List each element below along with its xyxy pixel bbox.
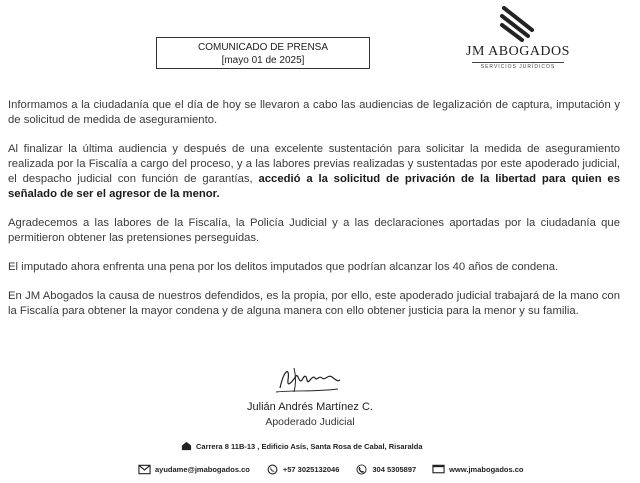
footer-address	[180, 440, 423, 451]
paragraph-5	[8, 289, 620, 319]
paragraph-5-highlight: En JM Abogados la causa de nuestros defendidos, es la propia	[8, 290, 325, 302]
email-icon	[138, 464, 151, 475]
location-icon	[180, 440, 193, 451]
handwritten-signature	[272, 362, 344, 396]
footer-contacts	[138, 464, 524, 475]
paragraph-4: El imputado ahora enfrenta una pena por los delitos imputados que podrían alcanzar los 40 años de condena.	[8, 261, 559, 273]
press-release-title: COMUNICADO DE PRENSA	[197, 42, 328, 53]
footer-address-text: Carrera 8 11B-13 , Edificio Asís, Santa Rosa de Cabal, Risaralda	[196, 442, 423, 451]
phone-icon	[355, 464, 368, 475]
jm-abogados-logo	[462, 4, 574, 82]
press-release-header	[156, 37, 370, 69]
paragraph-5-text: , por ello, este apoderado judicial trabajará de la mano con la Fiscalía para obtener la mayor condena y de alguna manera con ello obtener justicia para la menor y su familia.	[8, 290, 620, 317]
signatory-role: Apoderado Judicial	[265, 416, 355, 428]
footer-website[interactable]: www.jmabogados.co	[449, 465, 524, 474]
footer-whatsapp[interactable]: +57 3025132046	[282, 465, 340, 474]
footer-phone[interactable]: 304 5305897	[372, 465, 417, 474]
signatory-name: Julián Andrés Martínez C.	[247, 401, 373, 413]
press-release-body	[8, 98, 620, 333]
paragraph-2	[8, 142, 620, 202]
paragraph-1: Informamos a la ciudadanía que el día de hoy se llevaron a cabo las audiencias de legalización de captura, imputación y de solicitud de medida de aseguramiento.	[8, 99, 620, 126]
logo-name: JM ABOGADOS	[466, 44, 570, 59]
press-release-date: [mayo 01 de 2025]	[221, 55, 305, 66]
logo-tagline: SERVICIOS JURÍDICOS	[480, 64, 556, 70]
paragraph-2-text: Al finalizar la última audiencia y después de una excelente sustentación para solicitar la medida de aseguramiento realizada por la Fiscalía a cargo del proceso, y a las labores previas realizadas y sustentadas por este apoderado judicial, el despacho judicial con función de garantías,	[8, 143, 620, 185]
web-icon	[432, 464, 445, 475]
logo-divider	[472, 62, 564, 63]
paragraph-2-highlight: accedió a la solicitud de privación de la libertad para quien es señalado de ser el agresor de la menor.	[8, 173, 620, 200]
footer-email[interactable]: ayudame@jmabogados.co	[155, 465, 250, 474]
slashes-icon	[498, 4, 538, 42]
paragraph-3: Agradecemos a las labores de la Fiscalía, la Policía Judicial y a las declaraciones aportadas por la ciudadanía que permitieron obtener las pretensiones perseguidas.	[8, 217, 620, 244]
whatsapp-icon	[266, 464, 279, 475]
